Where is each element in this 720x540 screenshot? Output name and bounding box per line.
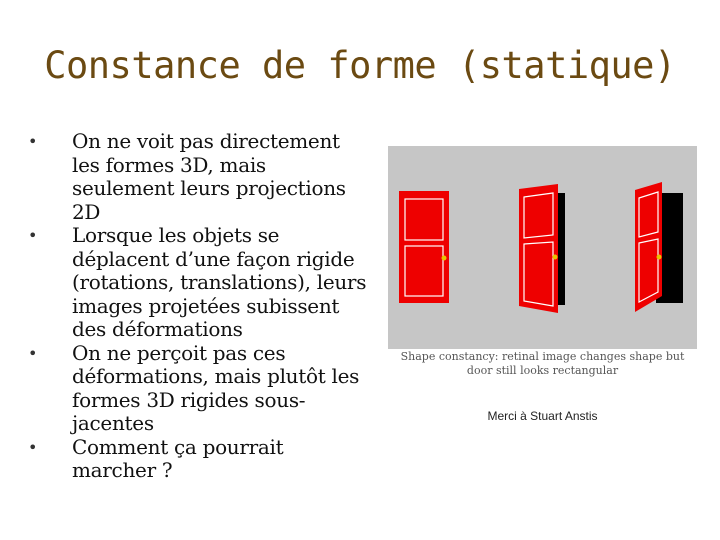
bullet-text: Comment ça pourrait marcher ? bbox=[72, 434, 284, 482]
caption-line: door still looks rectangular bbox=[466, 364, 619, 377]
bullet-dot-icon: • bbox=[28, 132, 38, 151]
door-open bbox=[635, 182, 683, 312]
bullet-list bbox=[28, 130, 368, 483]
slide-title: Constance de forme (statique) bbox=[44, 44, 676, 87]
bullet-item bbox=[28, 130, 368, 224]
figure-credit: Merci à Stuart Anstis bbox=[487, 409, 598, 423]
bullet-dot-icon: • bbox=[28, 226, 38, 245]
door-closed bbox=[399, 191, 449, 303]
figure-caption bbox=[388, 350, 697, 378]
bullet-dot-icon: • bbox=[28, 437, 38, 457]
doors-illustration bbox=[388, 146, 697, 349]
bullet-item bbox=[28, 224, 368, 342]
bullet-text: On ne perçoit pas ces déformations, mais plutôt les formes 3D rigides sous-jacentes bbox=[72, 340, 360, 435]
doors-figure bbox=[388, 146, 697, 349]
bullet-text: Lorsque les objets se déplacent d’une façon rigide (rotations, translations), leurs images projetées subissent des déformations bbox=[72, 223, 367, 341]
bullet-item bbox=[28, 342, 368, 436]
door-half-open bbox=[519, 184, 565, 313]
door-knob-icon bbox=[553, 255, 558, 260]
bullet-item bbox=[28, 436, 368, 483]
caption-line: Shape constancy: retinal image changes shape but bbox=[400, 350, 685, 363]
door-knob-icon bbox=[442, 256, 447, 261]
door-knob-icon bbox=[657, 255, 662, 260]
bullet-text: On ne voit pas directement les formes 3D, mais seulement leurs projections 2D bbox=[72, 129, 346, 224]
bullet-dot-icon: • bbox=[28, 343, 38, 363]
